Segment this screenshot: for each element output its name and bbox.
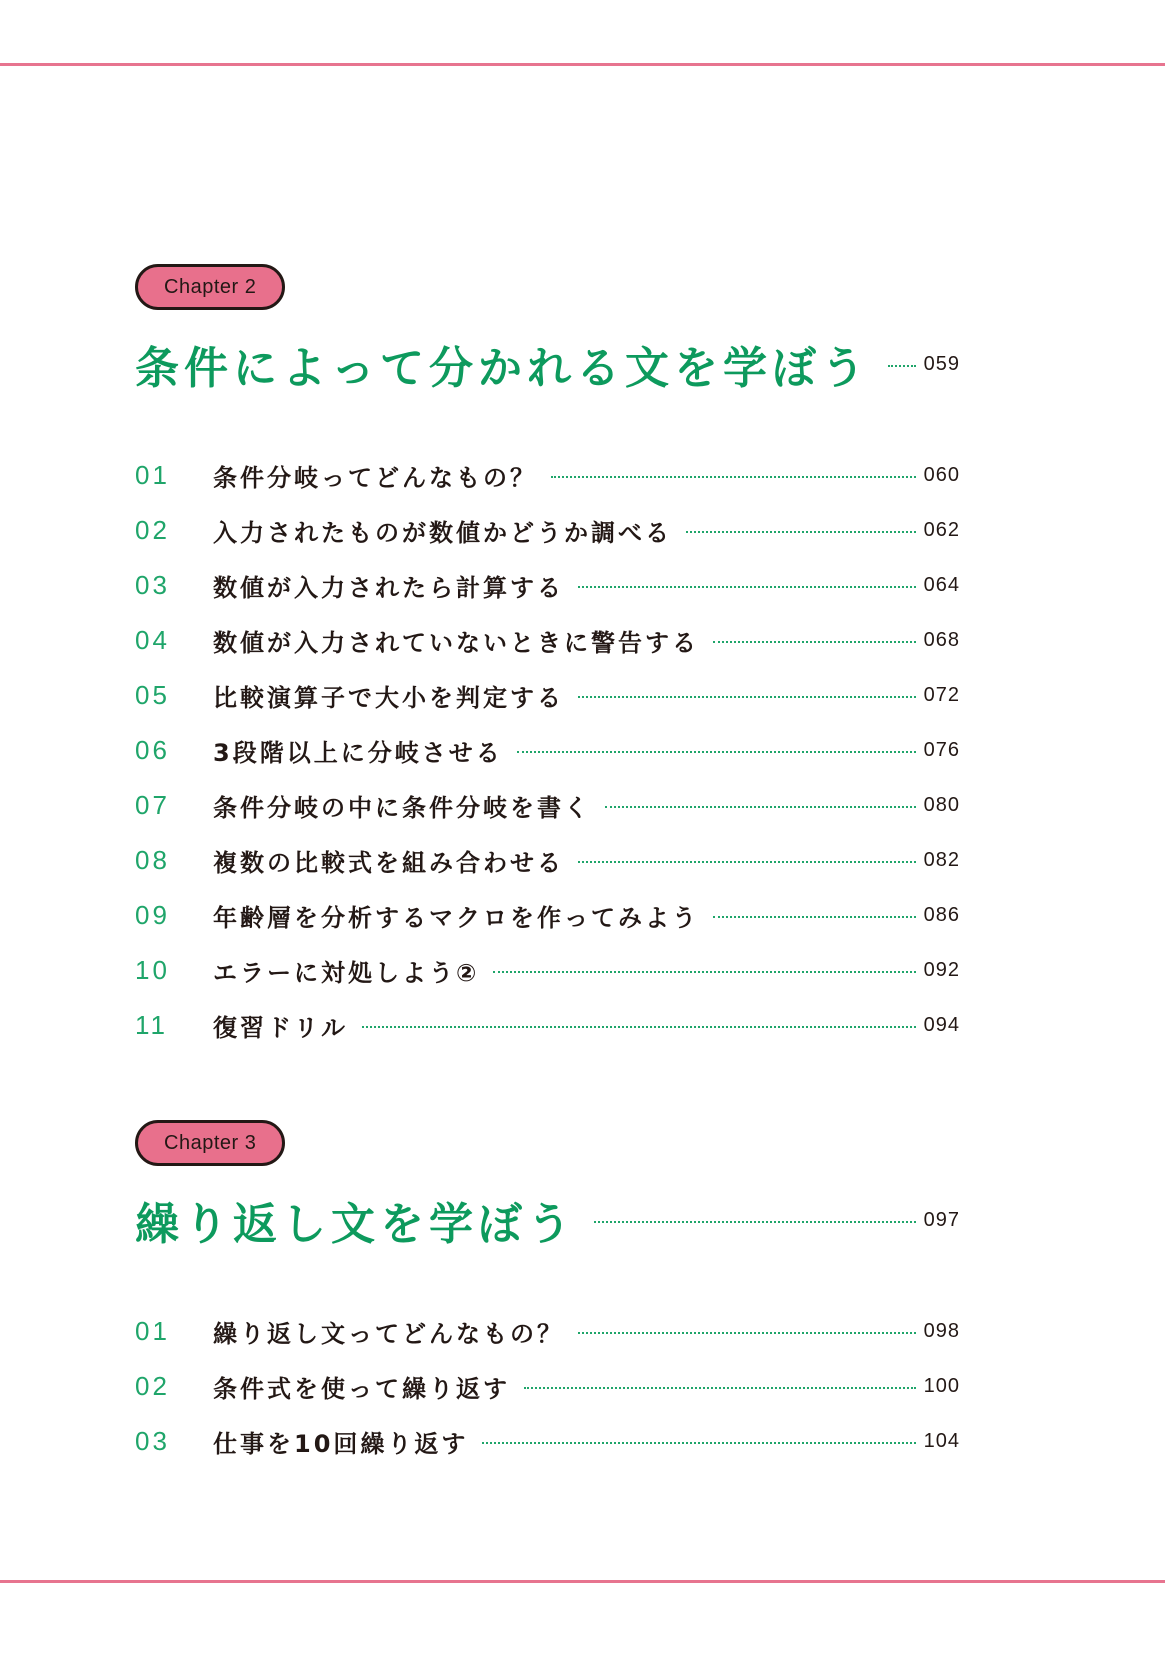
dotted-leader xyxy=(578,696,916,698)
entry-number: 02 xyxy=(135,1371,170,1401)
entry-page-number: 100 xyxy=(923,1375,960,1397)
bottom-rule xyxy=(0,1580,1165,1583)
chapter-page-number: 059 xyxy=(923,352,960,375)
entry-number: 01 xyxy=(135,1316,170,1346)
entry-label: 複数の比較式を組み合わせる xyxy=(213,849,564,877)
chapter-title: 条件によって分かれる文を学ぼう xyxy=(135,343,870,394)
entry-number: 03 xyxy=(135,570,170,600)
entry-label: 3段階以上に分岐させる xyxy=(213,739,503,767)
toc-entry[interactable] xyxy=(135,1359,960,1414)
entry-page-number: 060 xyxy=(923,464,960,486)
entry-label: 条件分岐ってどんなもの？ xyxy=(213,464,537,492)
dotted-leader xyxy=(888,365,916,367)
entry-label: 年齢層を分析するマクロを作ってみよう xyxy=(213,904,699,932)
entry-number: 08 xyxy=(135,845,170,875)
entry-page-number: 098 xyxy=(923,1320,960,1342)
toc-entry[interactable] xyxy=(135,833,960,888)
toc-entry[interactable] xyxy=(135,1414,960,1469)
dotted-leader xyxy=(517,751,916,753)
chapter-badge: Chapter 2 xyxy=(135,264,285,310)
dotted-leader xyxy=(594,1221,916,1223)
toc-entry[interactable] xyxy=(135,778,960,833)
top-rule xyxy=(0,63,1165,66)
entry-number: 03 xyxy=(135,1426,170,1456)
dotted-leader xyxy=(493,971,915,973)
entry-label: 仕事を10回繰り返す xyxy=(213,1430,469,1458)
entry-number: 06 xyxy=(135,735,170,765)
toc-entry[interactable] xyxy=(135,448,960,503)
entry-label: 条件分岐の中に条件分岐を書く xyxy=(213,794,591,822)
entry-number: 07 xyxy=(135,790,170,820)
entry-page-number: 076 xyxy=(923,739,960,761)
entry-page-number: 068 xyxy=(923,629,960,651)
dotted-leader xyxy=(524,1387,916,1389)
chapter-3-section xyxy=(135,1120,960,1469)
entry-page-number: 092 xyxy=(923,959,960,981)
dotted-leader xyxy=(551,476,916,478)
entry-number: 02 xyxy=(135,515,170,545)
toc-entry[interactable] xyxy=(135,558,960,613)
entry-page-number: 104 xyxy=(923,1430,960,1452)
toc-entry[interactable] xyxy=(135,1304,960,1359)
dotted-leader xyxy=(578,586,916,588)
toc-entry[interactable] xyxy=(135,998,960,1053)
entry-number: 09 xyxy=(135,900,170,930)
entry-number: 11 xyxy=(135,1010,168,1040)
entry-page-number: 082 xyxy=(923,849,960,871)
entry-label: 復習ドリル xyxy=(213,1014,348,1042)
toc-list xyxy=(135,1304,960,1469)
toc-list xyxy=(135,448,960,1053)
entry-label: 数値が入力されたら計算する xyxy=(213,574,564,602)
entry-number: 01 xyxy=(135,460,170,490)
entry-number: 05 xyxy=(135,680,170,710)
entry-label: 条件式を使って繰り返す xyxy=(213,1375,510,1403)
entry-label: 数値が入力されていないときに警告する xyxy=(213,629,699,657)
entry-label: エラーに対処しよう② xyxy=(213,959,480,987)
dotted-leader xyxy=(686,531,916,533)
entry-label: 繰り返し文ってどんなもの？ xyxy=(213,1320,564,1348)
entry-label: 入力されたものが数値かどうか調べる xyxy=(213,519,672,547)
entry-page-number: 080 xyxy=(923,794,960,816)
chapter-page-number: 097 xyxy=(923,1208,960,1231)
chapter-title-row[interactable] xyxy=(135,1190,960,1250)
dotted-leader xyxy=(713,641,916,643)
toc-entry[interactable] xyxy=(135,888,960,943)
toc-entry[interactable] xyxy=(135,668,960,723)
dotted-leader xyxy=(362,1026,916,1028)
toc-entry[interactable] xyxy=(135,943,960,998)
entry-page-number: 072 xyxy=(923,684,960,706)
entry-page-number: 094 xyxy=(923,1014,960,1036)
dotted-leader xyxy=(578,861,916,863)
dotted-leader xyxy=(578,1332,916,1334)
entry-number: 10 xyxy=(135,955,170,985)
dotted-leader xyxy=(605,806,916,808)
toc-entry[interactable] xyxy=(135,503,960,558)
toc-entry[interactable] xyxy=(135,723,960,778)
entry-number: 04 xyxy=(135,625,170,655)
toc-entry[interactable] xyxy=(135,613,960,668)
entry-page-number: 064 xyxy=(923,574,960,596)
chapter-title: 繰り返し文を学ぼう xyxy=(135,1199,576,1250)
entry-page-number: 086 xyxy=(923,904,960,926)
chapter-2-section xyxy=(135,264,960,1053)
entry-page-number: 062 xyxy=(923,519,960,541)
dotted-leader xyxy=(482,1442,915,1444)
chapter-badge: Chapter 3 xyxy=(135,1120,285,1166)
dotted-leader xyxy=(713,916,916,918)
chapter-title-row[interactable] xyxy=(135,334,960,394)
entry-label: 比較演算子で大小を判定する xyxy=(213,684,564,712)
